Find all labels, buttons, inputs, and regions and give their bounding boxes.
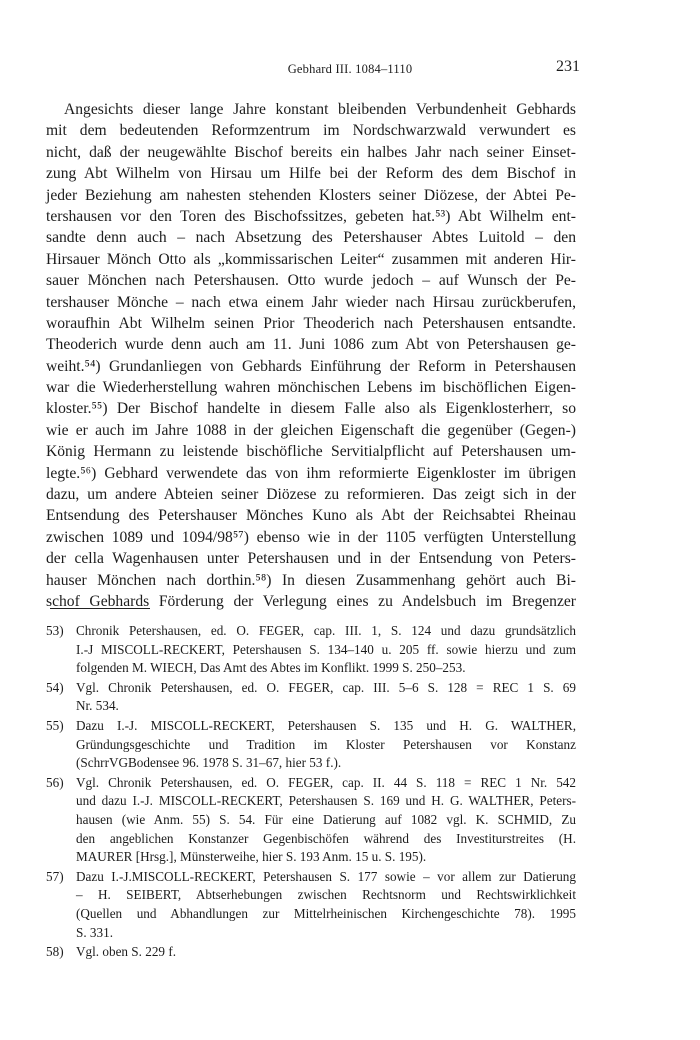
footnote-number: 56) xyxy=(46,774,64,790)
text-line: mit dem bedeutenden Reformzentrum im Nordschwarzwald verwundert es xyxy=(46,122,576,140)
text-line: woraufhin Abt Wilhelm seinen Prior Theoderich nach Petershausen entsandte. xyxy=(46,314,576,332)
text-line: Angesichts dieser lange Jahre konstant bleibenden Verbundenheit Gebhards xyxy=(64,101,576,118)
text-line: jeder Beziehung am nahesten stehenden Klosters seiner Diözese, der Abtei Pe- xyxy=(46,186,576,204)
footnote-number: 58) xyxy=(46,944,64,960)
footnote-number: 53) xyxy=(46,623,64,638)
text-line: der cella Wagenhausen unter Petershausen und in der Entsendung von Peters- xyxy=(46,550,576,568)
footnote-line: Chronik Petershausen, ed. O. FEGER, cap. III. 1, S. 124 und dazu grundsätzlich xyxy=(76,623,576,638)
footnote-line: den angeblichen Konstanzer Gegenbischöfen während des Investiturstreites (H. xyxy=(76,830,576,846)
text-line: wie er auch im Jahre 1088 in der gleichen Eigenschaft die gegenüber (Gegen-) xyxy=(46,421,576,439)
footnotes xyxy=(46,622,576,963)
footnote-line: folgenden M. WIECH, Das Amt des Abtes im Konflikt. 1999 S. 250–253. xyxy=(76,660,466,676)
footnote-line: – H. SEIBERT, Abtserhebungen zwischen Rechtsnorm und Rechtswirklichkeit xyxy=(76,887,576,903)
text-line: Theoderich wurde denn auch am 11. Juni 1086 zum Abt von Petershausen ge- xyxy=(46,336,576,354)
text-line: weiht.⁵⁴) Grundanliegen von Gebhards Einführung der Reform in Petershausen xyxy=(46,357,576,375)
text-line: Entsendung des Petershauser Mönches Kuno als Abt der Reichsabtei Rheinau xyxy=(46,507,576,525)
footnote-55 xyxy=(46,717,576,773)
text-line: kloster.⁵⁵) Der Bischof handelte in diesem Falle also als Eigenklosterherr, so xyxy=(46,400,576,418)
text-line: schof Gebhards Förderung der Verlegung eines zu Andelsbuch im Bregenzer xyxy=(46,592,576,610)
text-line: Hirsauer Mönch Otto als „kommissarischen Leiter“ zusammen mit anderen Hir- xyxy=(46,250,576,268)
text-line: nicht, daß der neugewählte Bischof bereits ein halbes Jahr nach seiner Einset- xyxy=(46,143,576,161)
footnote-line: MAURER [Hrsg.], Münsterweihe, hier S. 193 Anm. 15 u. S. 195). xyxy=(76,849,427,865)
footnote-line: S. 331. xyxy=(76,924,114,940)
footnote-line: hausen (wie Anm. 55) S. 54. Für eine Datierung auf 1082 vgl. K. SCHMID, Zu xyxy=(76,811,576,827)
text-line: dazu, um andere Abteien seiner Diözese zu reformieren. Das zeigt sich in der xyxy=(46,486,576,504)
footnote-57 xyxy=(46,868,576,942)
footnote-number: 57) xyxy=(46,868,64,884)
footnote-number: 54) xyxy=(46,679,64,695)
page-number: 231 xyxy=(556,58,580,75)
footnote-number: 55) xyxy=(46,717,64,733)
footnote-divider xyxy=(50,608,150,609)
text-line: sandte denn auch – nach Absetzung des Petershauser Abtes Luitold – den xyxy=(46,229,576,247)
text-line: zwischen 1089 und 1094/98⁵⁷) ebenso wie in der 1105 verfügten Unterstellung xyxy=(46,528,576,546)
footnote-54 xyxy=(46,679,576,716)
text-line: legte.⁵⁶) Gebhard verwendete das von ihm reformierte Eigenkloster im übrigen xyxy=(46,464,576,482)
footnote-line: I.-J MISCOLL-RECKERT, Petershausen S. 134–140 u. 205 ff. sowie hierzu und zum xyxy=(76,641,576,657)
footnote-line: Vgl. Chronik Petershausen, ed. O. FEGER, cap. II. 44 S. 118 = REC 1 Nr. 542 xyxy=(76,774,576,790)
text-line: war die Wiederherstellung wahren mönchischen Lebens im bischöflichen Eigen- xyxy=(46,379,576,397)
running-title: Gebhard III. 1084–1110 xyxy=(287,62,413,76)
text-line: zung Abt Wilhelm von Hirsau um Hilfe bei der Reform des dem Bischof in xyxy=(46,165,576,183)
text-line: tershauser Mönche – nach etwa einem Jahr wieder nach Hirsau zurückberufen, xyxy=(46,293,576,311)
text-line: König Hermann zu leistende bischöfliche Servitialpflicht auf Petershausen um- xyxy=(46,443,576,461)
text-line: sauer Mönchen nach Petershausen. Otto wurde jedoch – auf Wunsch der Pe- xyxy=(46,272,576,290)
footnote-line: Dazu I.-J. MISCOLL-RECKERT, Petershausen S. 135 und H. G. WALTHER, xyxy=(76,717,576,733)
footnote-line: Nr. 534. xyxy=(76,698,119,714)
footnote-line: Gründungsgeschichte und Tradition im Kloster Petershausen vor Konstanz xyxy=(76,736,576,752)
footnote-line: und dazu I.-J. MISCOLL-RECKERT, Petershausen S. 169 und H. G. WALTHER, Peters- xyxy=(76,793,576,809)
footnote-53 xyxy=(46,622,576,678)
main-text xyxy=(46,99,576,612)
footnote-line: Vgl. oben S. 229 f. xyxy=(76,944,177,960)
footnote-line: (Quellen und Abhandlungen zur Mittelrheinischen Kirchengeschichte 78). 1995 xyxy=(76,905,576,921)
text-line: tershausen vor den Toren des Bischofssitzes, gebeten hat.⁵³) Abt Wilhelm ent- xyxy=(46,207,576,225)
footnote-line: Dazu I.-J.MISCOLL-RECKERT, Petershausen S. 177 sowie – vor allem zur Datierung xyxy=(76,868,576,884)
footnote-56 xyxy=(46,774,576,867)
text-line: hauser Mönchen nach dorthin.⁵⁸) In diesen Zusammenhang gehört auch Bi- xyxy=(46,571,576,589)
footnote-line: Vgl. Chronik Petershausen, ed. O. FEGER, cap. III. 5–6 S. 128 = REC 1 S. 69 xyxy=(76,679,576,695)
footnote-line: (SchrrVGBodensee 96. 1978 S. 31–67, hier 53 f.). xyxy=(76,755,342,771)
footnote-58 xyxy=(46,943,576,962)
